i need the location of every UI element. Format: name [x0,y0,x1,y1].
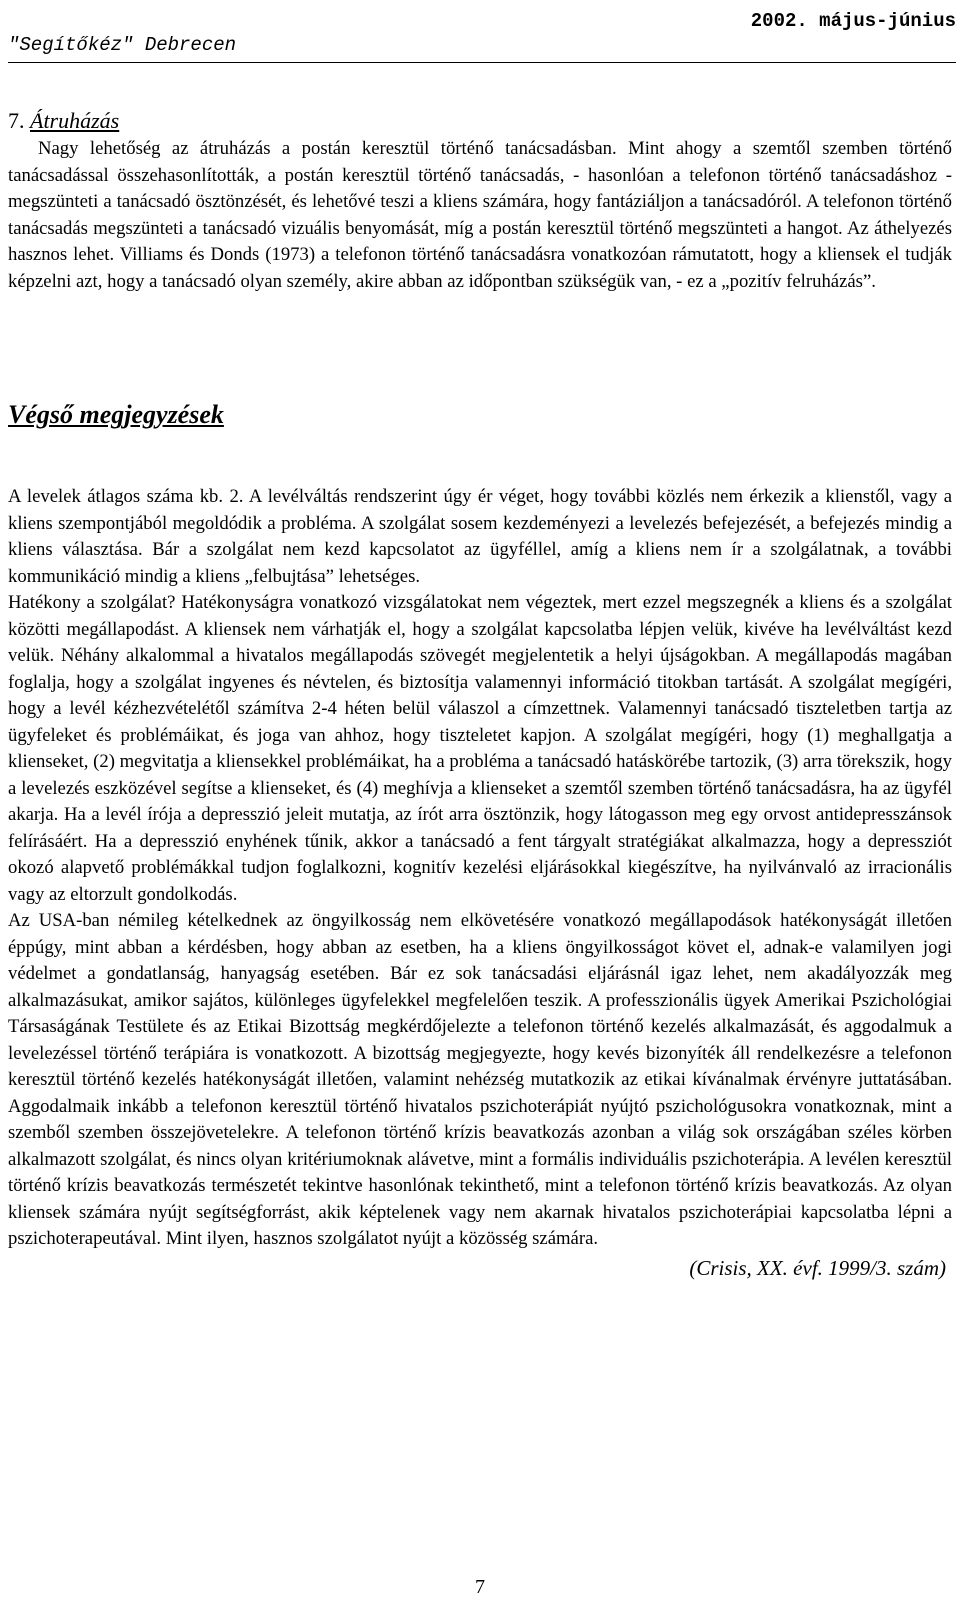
final-heading: Végső megjegyzések [8,400,224,429]
header-organization: "Segítőkéz" Debrecen [8,34,237,56]
section-paragraph: Nagy lehetőség az átruházás a postán keresztül történő tanácsadásban. Mint ahogy a szemtől szemben történő tanácsadással összehasonlították, a postán keresztül történő tanácsadás, - hasonlóan a telefonon történő tanácsadáshoz - megszünteti a tanácsadó ösztönzését, és lehetővé teszi a kliens számára, hogy fantáziáljon a tanácsadóról. A telefonon történő tanácsadás megszünteti a tanácsadó vizuális benyomását, míg a postán keresztül történő megszünteti a hangot. Az áthelyezés hasznos lehet. Villiams és Donds (1973) a telefonon történő tanácsadásra vonatkozóan rámutatott, hogy a kliensek el tudják képzelni azt, hogy a tanácsadó olyan személy, akire abban az időpontban szükségük van, - ez a „pozitív felruházás”. [8,138,952,292]
header-date: 2002. május-június [750,10,956,32]
section-heading [8,108,948,134]
final-paragraph-2: Hatékony a szolgálat? Hatékonyságra vonatkozó vizsgálatokat nem végeztek, mert ezzel megszegnék a kliens és a szolgálat közötti megállapodást. A kliensek nem várhatják el, hogy a szolgálat kapcsolatba lépjen velük, kivéve ha levélváltást kezd velük. Néhány alkalommal a hivatalos megállapodás szövegét megjelentetik a helyi újságokban. A megállapodás magában foglalja, hogy a szolgálat ingyenes és névtelen, és biztosítja valamennyi információ titokban tartását. A szolgálat megígéri, hogy a levél kézhezvételétől számítva 2-4 héten belül válaszol a címzettnek. Valamennyi tanácsadó tiszteletben tartja az ügyfeleket és problémáikat, és joga van ahhoz, hogy tiszteletet kapjon. A szolgálat megígéri, hogy (1) meghallgatja a klienseket, (2) megvitatja a kliensekkel problémáikat, ha a probléma a tanácsadó hatáskörébe tartozik, (3) arra törekszik, hogy a levelezés eszközével segítse a klienseket, és (4) meghívja a klienseket a szemtől szemben történő tanácsadásra, ha az ügyfél akarja. Ha a levél írója a depresszió jeleit mutatja, az írót arra ösztönzik, hogy látogasson meg egy orvost antidepresszánsok felírásáért. Ha a depresszió enyhének tűnik, akkor a tanácsadó a fent tárgyalt stratégiákat alkalmazza, hogy a depressziót okozó alapvető problémákkal tudjon foglalkozni, kognitív kezelési eljárásokkal kiegészítve, ha nyilvánvaló az irracionális vagy az eltorzult gondolkodás. [8,592,952,905]
section-title: Átruházás [30,108,120,133]
section-body [8,136,952,295]
page-number: 7 [475,1576,485,1598]
final-paragraph-1: A levelek átlagos száma kb. 2. A levélváltás rendszerint úgy ér véget, hogy további közlés nem érkezik a klienstől, vagy a kliens szempontjából megoldódik a probléma. A szolgálat sosem kezdeményezi a levelezés befejezését, a befejezés mindig a kliens választása. Bár a szolgálat nem kezd kapcsolatot az ügyféllel, amíg a kliens nem ír a szolgálatnak, a további kommunikáció mindig a kliens „felbujtása” lehetséges. [8,486,952,587]
page-header [8,4,956,64]
citation: (Crisis, XX. évf. 1999/3. szám) [689,1255,946,1280]
section-number: 7. [8,108,25,133]
final-paragraph-3: Az USA-ban némileg kételkednek az öngyilkosság nem elkövetésére vonatkozó megállapodások hatékonyságát illetően éppúgy, mint abban a kérdésben, hogy abban az esetben, ha a kliens öngyilkosságot követ el, adnak-e valamilyen jogi védelmet a gondatlanság, hanyagság esetében. Bár ez sok tanácsadási eljárásnál igaz lehet, nem akadályozzák meg alkalmazásukat, amikor sajátos, különleges ügyfelekkel megfelelően teszik. A professzionális ügyek Amerikai Pszichológiai Társaságának Testülete és az Etikai Bizottság megkérdőjelezte a telefonon történő kezelés alkalmazását, és aggodalmuk a levelezéssel történő terápiára is vonatkozott. A bizottság megjegyezte, hogy kevés bizonyíték áll rendelkezésre a telefonon keresztül történő kezelés hatékonyságát illetően, valamint nehézség mutatkozik az etikai kívánalmak érvényre juttatásában. Aggodalmaik inkább a telefonon keresztül történő hivatalos pszichoterápiát nyújtó pszichológusokra vonatkoznak, mint a szemből szemben összejövetelekre. A telefonon történő krízis beavatkozás azonban a világ sok országában széles körben alkalmazott szolgálat, és nincs olyan kritériumoknak alávetve, mint a formális individuális pszichoterápia. A levélen keresztül történő krízis beavatkozás természetét tekintve hasonlónak tekinthető, mint a telefonon történő krízis beavatkozás. Az olyan kliensek számára nyújt segítségforrást, akik képtelenek vagy nem akarnak hivatalos pszichoterápiai kapcsolatba lépni a pszichoterapeutával. Mint ilyen, hasznos szolgálatot nyújt a közösség számára. [8,910,952,1249]
final-body [8,484,952,1283]
header-rule [8,62,956,63]
